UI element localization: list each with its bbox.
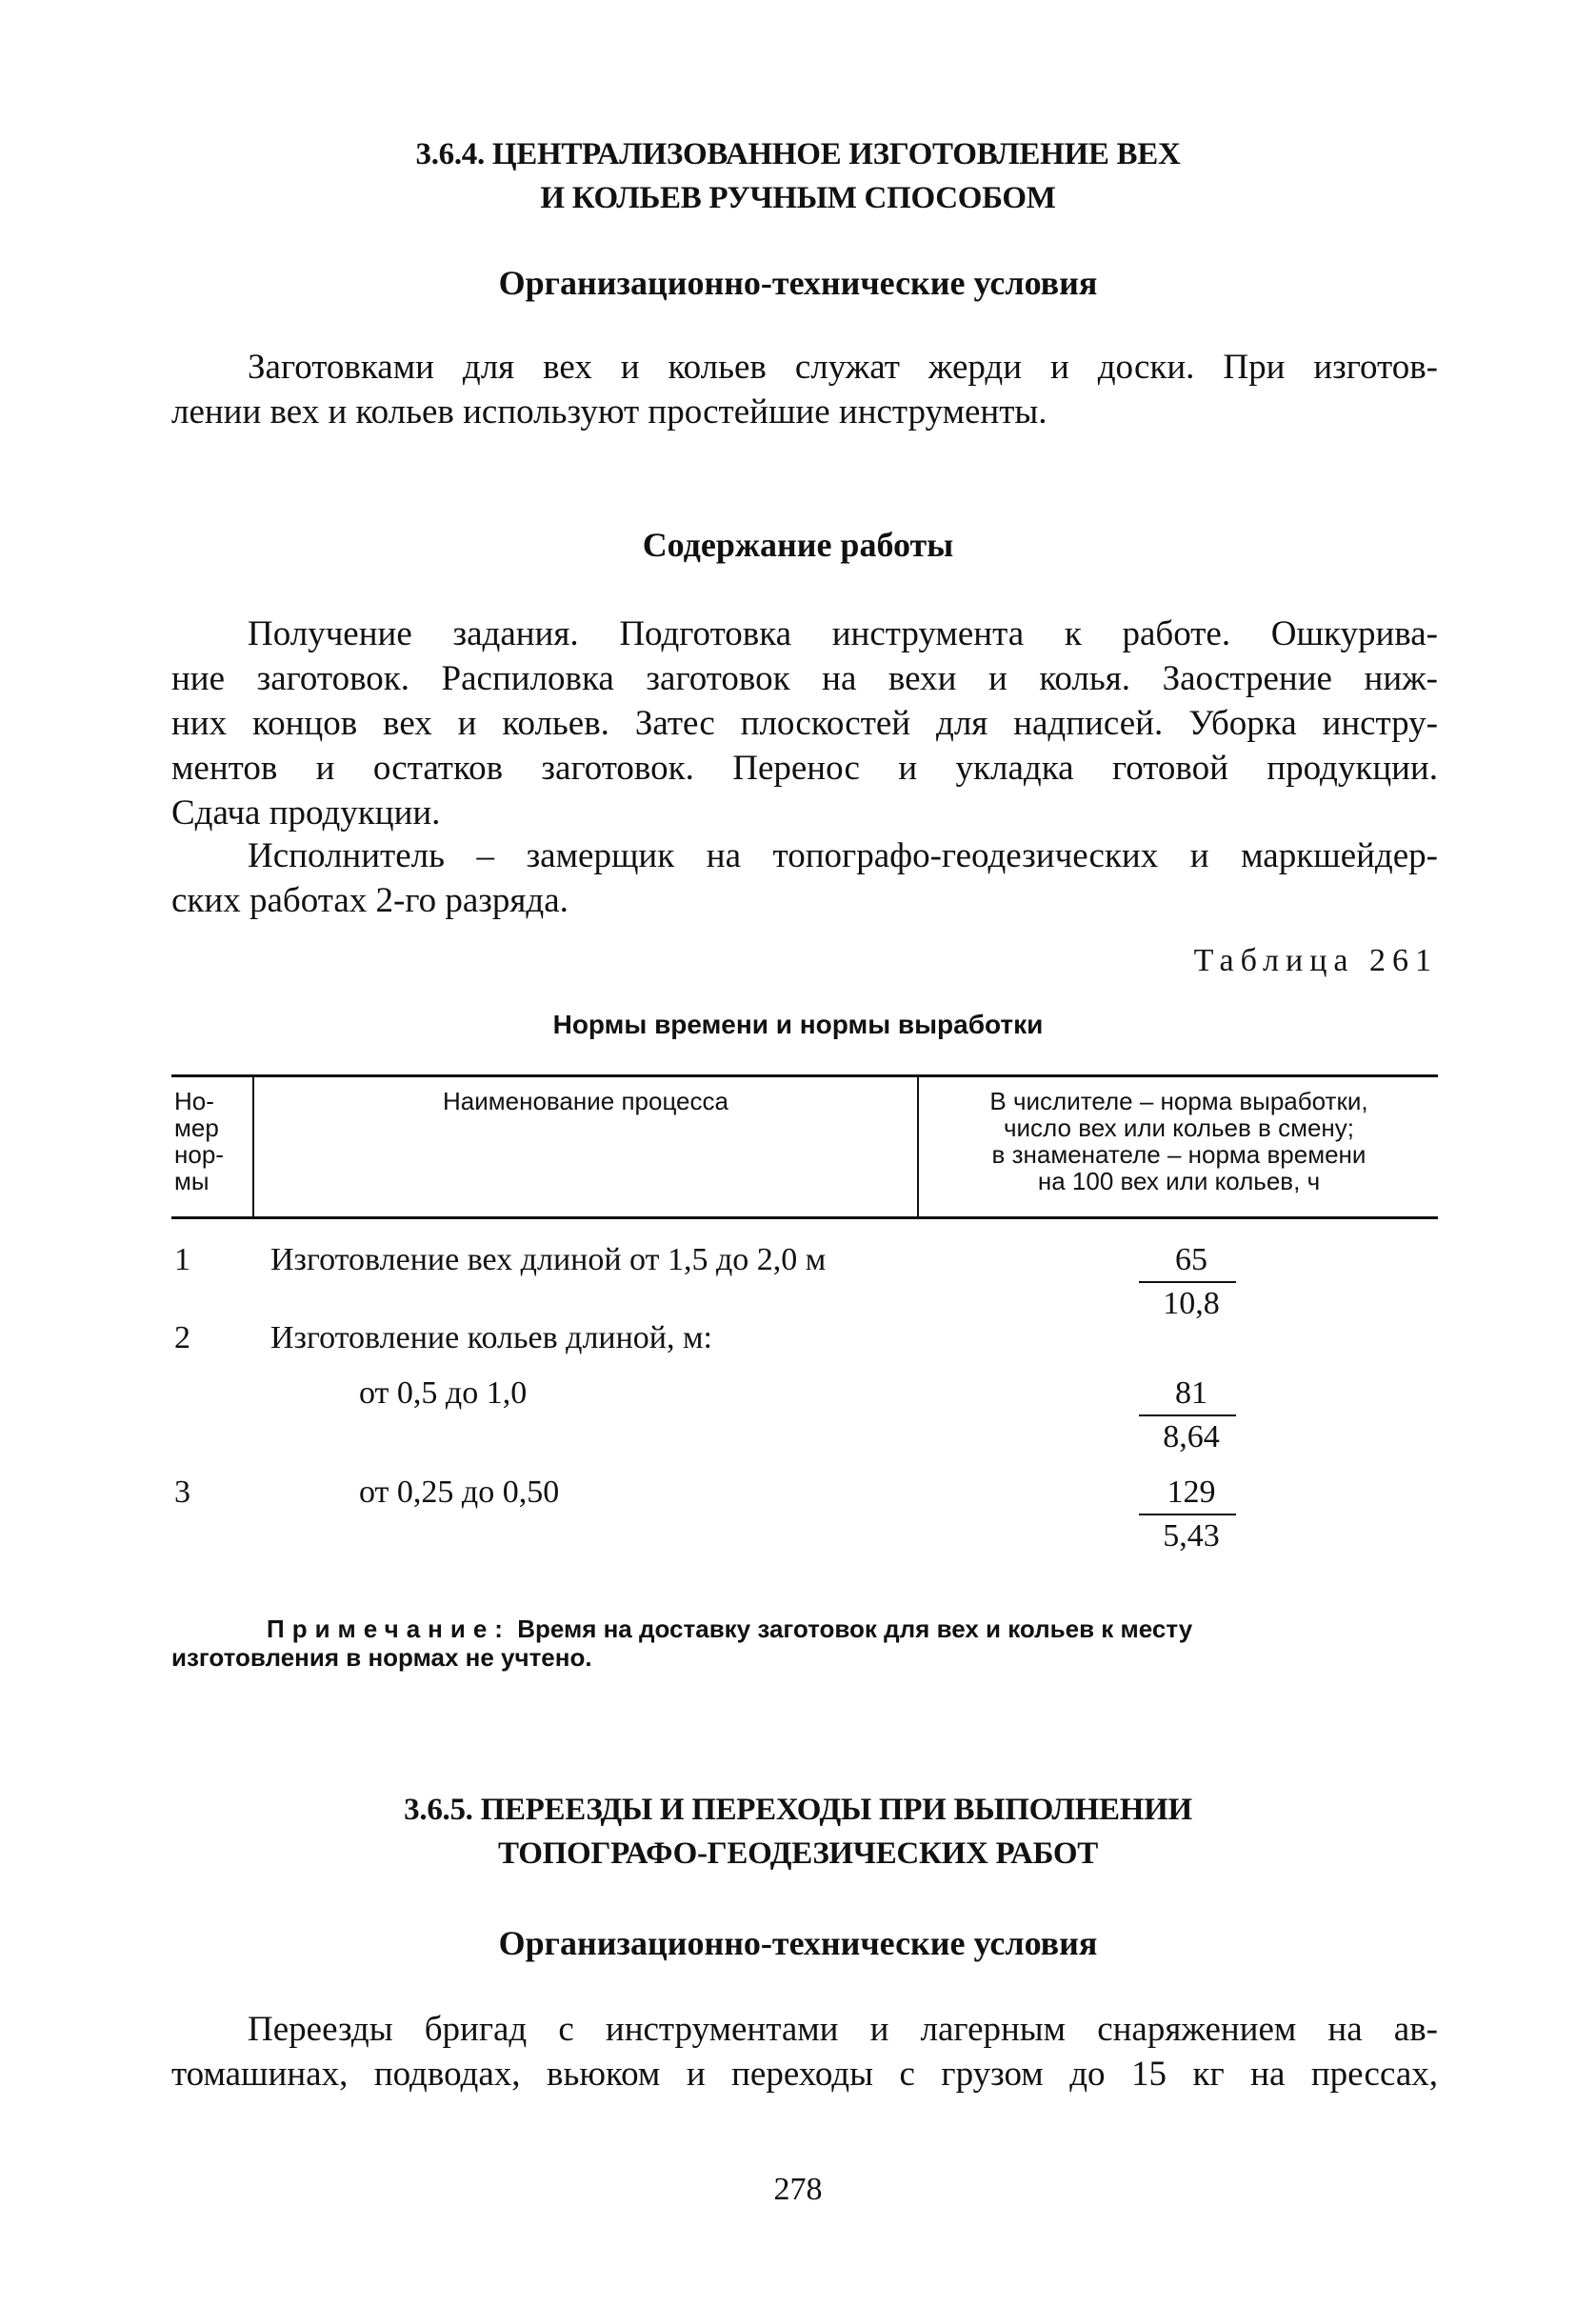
header-text-line: Но- [174,1087,214,1115]
header-text-line: число вех или кольев в смену; [1003,1113,1354,1142]
table-header-rule [171,1216,1438,1219]
work-content-paragraph [171,612,1438,835]
section-title-line-2: ТОПОГРАФО-ГЕОДЕЗИЧЕСКИХ РАБОТ [498,1836,1098,1871]
note-label: Примечание: [267,1615,510,1643]
table-note [171,1615,1438,1672]
note-line [171,1615,1438,1643]
fraction-bar [1139,1514,1236,1515]
conditions-paragraph [171,2007,1438,2096]
conditions-heading: Организационно-технические условия [498,264,1098,302]
row-process-name: от 0,5 до 1,0 [359,1375,528,1411]
table-caption: Нормы времени и нормы выработки [552,1010,1044,1039]
header-text-line: на 100 вех или кольев, ч [1037,1167,1321,1195]
paragraph-line: ских работах 2-го разряда. [171,881,569,920]
fraction-numerator: 81 [1175,1375,1207,1411]
header-text-line: мы [174,1167,209,1195]
executor-paragraph [171,833,1438,923]
header-text-line: В числителе – норма выработки, [989,1087,1368,1115]
conditions-paragraph [171,345,1438,434]
header-norm-number [174,1088,250,1194]
paragraph-line: томашинах, подводах, вьюком и переходы с грузом до 15 кг на прессах, [171,2055,1438,2094]
fraction-bar [1139,1281,1236,1283]
section-title-line-2: И КОЛЬЕВ РУЧНЫМ СПОСОБОМ [540,181,1056,215]
fraction-denominator: 8,64 [1163,1419,1220,1454]
paragraph-line: них концов вех и кольев. Затес плоскостей для надписей. Уборка инстру- [171,704,1438,743]
note-text: Время на доставку заготовок для вех и кольев к месту [517,1615,1193,1643]
paragraph-line: ментов и остатков заготовок. Перенос и укладка готовой продукции. [171,749,1438,788]
fraction-numerator: 65 [1175,1242,1207,1277]
row-number: 3 [174,1474,190,1510]
paragraph-line: ние заготовок. Распиловка заготовок на вехи и колья. Заострение ниж- [171,659,1438,698]
paragraph-line: лении вех и кольев используют простейшие инструменты. [171,392,1047,431]
paragraph-line: Исполнитель – замерщик на топографо-геодезических и маркшейдер- [248,836,1438,875]
paragraph-line: Сдача продукции. [171,793,441,833]
header-norm-description [922,1088,1436,1194]
norm-fraction [1129,1474,1253,1555]
row-process-name: Изготовление кольев длиной, м: [270,1320,712,1355]
fraction-numerator: 129 [1167,1474,1216,1510]
note-line: изготовления в нормах не учтено. [171,1643,592,1672]
table-column-divider [917,1076,919,1217]
paragraph-line: Переезды бригад с инструментами и лагерным снаряжением на ав- [248,2010,1438,2049]
table-number-label: Таблица 261 [1193,943,1438,978]
table-top-rule [171,1074,1438,1077]
header-text-line: нор- [174,1140,224,1169]
section-title-line-1: 3.6.4. ЦЕНТРАЛИЗОВАННОЕ ИЗГОТОВЛЕНИЕ ВЕХ [415,137,1181,171]
work-content-heading: Содержание работы [642,526,954,564]
fraction-bar [1139,1414,1236,1416]
fraction-denominator: 10,8 [1163,1286,1220,1321]
paragraph-line: Заготовками для вех и кольев служат жерди и доски. При изготов- [248,348,1438,387]
row-number: 2 [174,1320,190,1355]
page-number: 278 [773,2172,823,2207]
paragraph-line: Получение задания. Подготовка инструмента к работе. Ошкурива- [248,614,1438,653]
header-process-name: Наименование процесса [443,1087,728,1115]
section-title-line-1: 3.6.5. ПЕРЕЕЗДЫ И ПЕРЕХОДЫ ПРИ ВЫПОЛНЕНИИ [404,1793,1192,1827]
header-text-line: мер [174,1113,219,1142]
fraction-denominator: 5,43 [1163,1518,1220,1554]
row-number: 1 [174,1242,190,1277]
norm-fraction [1129,1241,1253,1323]
norm-fraction [1129,1374,1253,1456]
row-process-name: от 0,25 до 0,50 [359,1474,560,1510]
conditions-heading: Организационно-технические условия [498,1924,1098,1962]
table-column-divider [252,1076,254,1217]
header-text-line: в знаменателе – норма времени [991,1140,1367,1169]
row-process-name: Изготовление вех длиной от 1,5 до 2,0 м [270,1242,827,1277]
